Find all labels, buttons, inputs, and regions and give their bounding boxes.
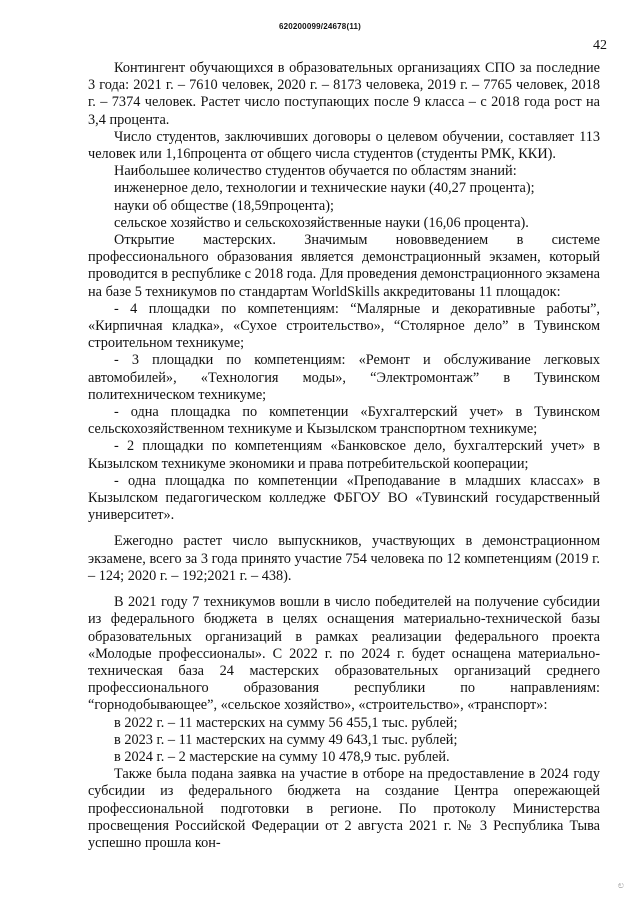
scan-artifact-mark: ಲ bbox=[618, 880, 624, 890]
paragraph-contingent: Контингент обучающихся в образовательных организациях СПО за последние 3 года: 2021 г. – 7610 человек, 2020 г. – 8173 человека, 2019 г. – 7765 человек, 2018 г. – 7374 человек. Растет число поступающих после 9 класса – с 2018 года рост на 3,4 процента. bbox=[88, 60, 600, 128]
paragraph-target-training: Число студентов, заключивших договоры о целевом обучении, составляет 113 человек или 1,16процента от общего числа студентов (студенты РМК, ККИ). bbox=[88, 128, 600, 163]
list-item-2023: в 2023 г. – 11 мастерских на сумму 49 643,1 тыс. рублей; bbox=[114, 731, 458, 748]
document-body bbox=[88, 60, 600, 852]
paragraph-subsidy-2021: В 2021 году 7 техникумов вошли в число победителей на получение субсидии из федерального бюджета в целях оснащения материально-технической базы образовательных организаций в рамках реализации федерального проекта «Молодые профессионалы». С 2022 г. по 2024 г. будет оснащена материально-техническая база 24 мастерских образовательных организаций среднего профессионального образования республики по направлениям: “горнодобывающее”, «сельское хозяйство», «строительство», «транспорт»: bbox=[88, 594, 600, 714]
list-item-polytechnic-college: - 3 площадки по компетенциям: «Ремонт и обслуживание легковых автомобилей», «Технология моды», “Электромонтаж” в Тувинском политехническом техникуме; bbox=[88, 352, 600, 403]
list-item-pedagogical-college: - одна площадка по компетенции «Преподавание в младших классах» в Кызылском педагогическом колледже ФБГОУ ВО «Тувинский государственный университет». bbox=[88, 472, 600, 524]
list-item-2022: в 2022 г. – 11 мастерских на сумму 56 455,1 тыс. рублей; bbox=[114, 714, 458, 731]
page-number: 42 bbox=[593, 38, 607, 53]
list-item-construction-college: - 4 площадки по компетенциям: “Малярные и декоративные работы”, «Кирпичная кладка», «Сухое строительство», “Столярное дело” в Тувинском строительном техникуме; bbox=[88, 300, 600, 352]
list-item-engineering: инженерное дело, технологии и технические науки (40,27 процента); bbox=[114, 180, 535, 197]
list-item-economics-college: - 2 площадки по компетенциям «Банковское дело, бухгалтерский учет» в Кызылском техникуме экономики и права потребительской кооперации; bbox=[88, 438, 600, 472]
list-item-2024: в 2024 г. – 2 мастерские на сумму 10 478,9 тыс. рублей. bbox=[114, 748, 450, 765]
paragraph-graduates: Ежегодно растет число выпускников, участвующих в демонстрационном экзамене, всего за 3 года принято участие 754 человека по 12 компетенциям (2019 г. – 124; 2020 г. – 192;2021 г. – 438). bbox=[88, 533, 600, 584]
document-registration-number: 620200099/24678(11) bbox=[278, 22, 362, 31]
list-item-social-sciences: науки об обществе (18,59процента); bbox=[114, 197, 334, 214]
paragraph-knowledge-areas-intro: Наибольшее количество студентов обучается по областям знаний: bbox=[114, 163, 517, 180]
paragraph-workshops-opening: Открытие мастерских. Значимым нововведением в системе профессионального образования является демонстрационный экзамен, который проводится в республике с 2018 года. Для проведения демонстрационного экзамена на базе 5 техникумов по стандартам WorldSkills аккредитованы 11 площадок: bbox=[88, 232, 600, 300]
list-item-agriculture: сельское хозяйство и сельскохозяйственные науки (16,06 процента). bbox=[114, 214, 529, 231]
list-item-agricultural-college: - одна площадка по компетенции «Бухгалтерский учет» в Тувинском сельскохозяйственном техникуме и Кызылском транспортном техникуме; bbox=[88, 404, 600, 438]
paragraph-application-2024: Также была подана заявка на участие в отборе на предоставление в 2024 году субсидии из федерального бюджета на создание Центра опережающей профессиональной подготовки в регионе. По протоколу Министерства просвещения Российской Федерации от 2 августа 2021 г. № 3 Республика Тыва успешно прошла кон- bbox=[88, 766, 600, 851]
